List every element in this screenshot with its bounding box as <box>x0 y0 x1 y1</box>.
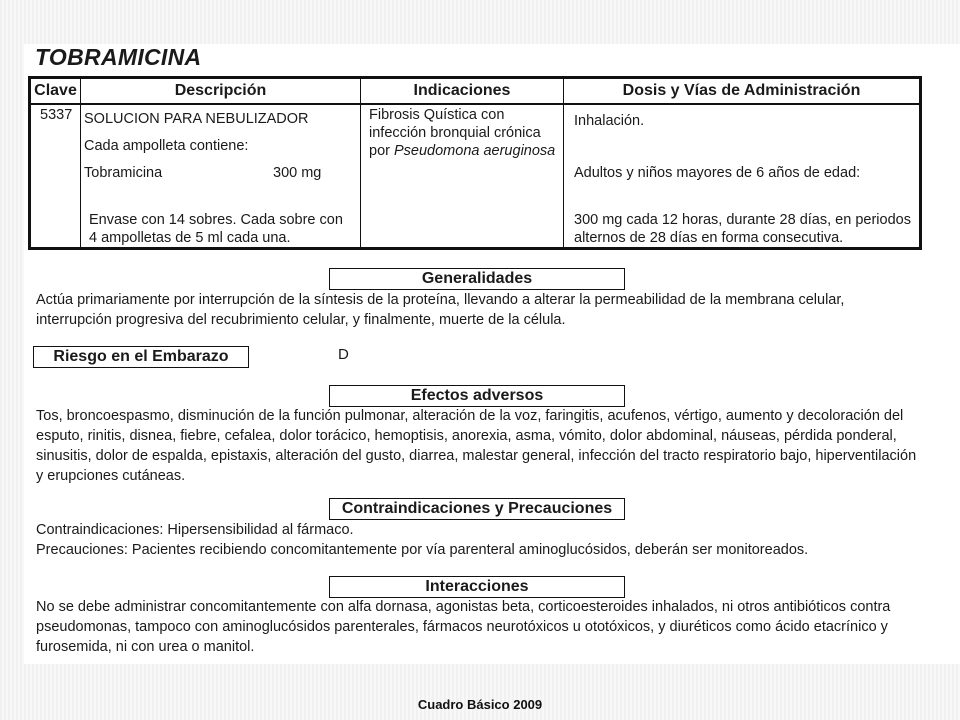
ind-line1: Fibrosis Quística con <box>369 107 505 123</box>
desc-envase2: 4 ampolletas de 5 ml cada una. <box>89 230 291 246</box>
header-clave: Clave <box>30 78 81 105</box>
drug-table <box>28 76 922 250</box>
desc-line1: SOLUCION PARA NEBULIZADOR <box>84 111 309 127</box>
dosis-line1: Inhalación. <box>574 113 645 129</box>
header-dosis: Dosis y Vías de Administración <box>564 78 921 105</box>
efectos-heading: Efectos adversos <box>329 385 625 407</box>
desc-ingredient: Tobramicina <box>84 165 163 181</box>
generalidades-heading: Generalidades <box>329 268 625 290</box>
left-margin-band <box>0 0 24 720</box>
desc-line2: Cada ampolleta contiene: <box>84 138 249 154</box>
contraindicaciones-line1: Contraindicaciones: Hipersensibilidad al fármaco. <box>36 522 354 538</box>
precauciones-line: Precauciones: Pacientes recibiendo concomitantemente por vía parenteral aminoglucósidos, deberán ser monitoreados. <box>36 542 809 558</box>
dosis-line3: 300 mg cada 12 horas, durante 28 días, en periodos <box>574 212 911 228</box>
desc-dose: 300 mg <box>273 165 322 181</box>
generalidades-text: Actúa primariamente por interrupción de la síntesis de la proteína, llevando a alterar la permeabilidad de la membrana celular, interrupción progresiva del recubrimiento celular, y finalmente, muerte de la célula. <box>36 292 845 328</box>
ind-line3-prefix: por <box>369 143 394 159</box>
footer-text: Cuadro Básico 2009 <box>417 697 543 712</box>
cell-indicaciones <box>361 104 564 249</box>
cell-descripcion <box>81 104 361 249</box>
ind-line3-organism: Pseudomona aeruginosa <box>394 143 556 159</box>
top-margin-band <box>0 0 960 44</box>
header-indicaciones: Indicaciones <box>361 78 564 105</box>
efectos-text: Tos, broncoespasmo, disminución de la función pulmonar, alteración de la voz, faringitis, acufenos, vértigo, aumento y decoloración del esputo, rinitis, disnea, fiebre, cefalea, dolor torácico, hemoptisis, anorexia, asma, vómito, dolor abdominal, náuseas, pérdida ponderal, sinusitis, dolor de espalda, epistaxis, alteración del gusto, diarrea, malestar general, infección del tracto respiratorio bajo, hiperventilación y erupciones cutáneas. <box>36 408 917 484</box>
header-descripcion: Descripción <box>81 78 361 105</box>
interacciones-text: No se debe administrar concomitantemente con alfa dornasa, agonistas beta, corticoesteroides inhalados, ni otros antibióticos contra pseudomonas, tampoco con aminoglucósidos parenterales, fármacos neurotóxicos u ototóxicos, y diuréticos como ácido etacrínico y furosemida, ni con urea o manitol. <box>36 599 891 655</box>
ind-line2: infección bronquial crónica <box>369 125 541 141</box>
interacciones-heading: Interacciones <box>329 576 625 598</box>
cell-clave <box>30 104 81 249</box>
drug-title: TOBRAMICINA <box>35 44 202 70</box>
clave-value: 5337 <box>40 107 73 123</box>
dosis-line4: alternos de 28 días en forma consecutiva. <box>574 230 844 246</box>
dosis-line2: Adultos y niños mayores de 6 años de edad: <box>574 165 861 181</box>
riesgo-value: D <box>338 346 349 363</box>
cell-dosis <box>564 104 921 249</box>
table-row <box>30 104 921 249</box>
contraindicaciones-heading: Contraindicaciones y Precauciones <box>329 498 625 520</box>
table-header-row <box>30 78 921 105</box>
desc-envase1: Envase con 14 sobres. Cada sobre con <box>89 212 343 228</box>
riesgo-label: Riesgo en el Embarazo <box>33 346 249 368</box>
ind-line3 <box>369 143 555 159</box>
